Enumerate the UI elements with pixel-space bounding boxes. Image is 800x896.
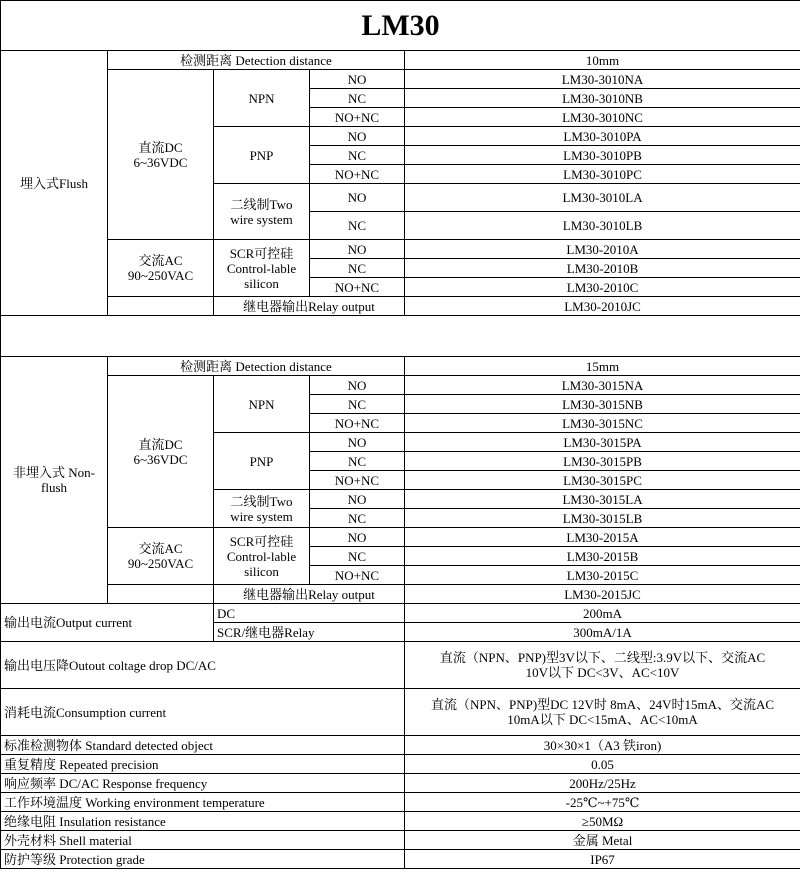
model-number: LM30-3010NB bbox=[405, 89, 800, 108]
spec-label: 标准检测物体 Standard detected object bbox=[1, 736, 405, 755]
consumption-label: 消耗电流Consumption current bbox=[1, 689, 405, 736]
model-number: LM30-3015PA bbox=[405, 433, 800, 452]
blank-cell bbox=[108, 585, 214, 604]
output-no: NO bbox=[310, 240, 405, 259]
output-nonc: NO+NC bbox=[310, 108, 405, 127]
output-no: NO bbox=[310, 184, 405, 212]
output-no: NO bbox=[310, 433, 405, 452]
output-nc: NC bbox=[310, 89, 405, 108]
model-number: LM30-2015C bbox=[405, 566, 800, 585]
model-number: LM30-3015NA bbox=[405, 376, 800, 395]
output-no: NO bbox=[310, 127, 405, 146]
voltage-drop-label: 输出电压降Outout coltage drop DC/AC bbox=[1, 642, 405, 689]
spec-value: 30×30×1（A3 铁iron) bbox=[405, 736, 800, 755]
consumption-value: 直流（NPN、PNP)型DC 12V时 8mA、24V时15mA、交流AC 10mA以下 DC<15mA、AC<10mA bbox=[405, 689, 800, 736]
detection-distance-label: 检测距离 Detection distance bbox=[108, 51, 405, 70]
model-number: LM30-3015NC bbox=[405, 414, 800, 433]
output-dc-value: 200mA bbox=[405, 604, 800, 623]
output-nc: NC bbox=[310, 259, 405, 278]
flush-ac-group: 交流AC 90~250VAC bbox=[108, 240, 214, 297]
spec-label: 工作环境温度 Working environment temperature bbox=[1, 793, 405, 812]
model-number: LM30-3010PB bbox=[405, 146, 800, 165]
model-number: LM30-3010PC bbox=[405, 165, 800, 184]
output-nonc: NO+NC bbox=[310, 414, 405, 433]
nonflush-two-wire-label: 二线制Two wire system bbox=[214, 490, 310, 528]
nonflush-mount-label: 非埋入式 Non- flush bbox=[1, 357, 108, 604]
model-number: LM30-2010B bbox=[405, 259, 800, 278]
nonflush-ac-group: 交流AC 90~250VAC bbox=[108, 528, 214, 585]
output-current-label: 输出电流Output current bbox=[1, 604, 214, 642]
detection-distance-label: 检测距离 Detection distance bbox=[108, 357, 405, 376]
model-number: LM30-3015NB bbox=[405, 395, 800, 414]
output-no: NO bbox=[310, 528, 405, 547]
nonflush-npn-label: NPN bbox=[214, 376, 310, 433]
output-nc: NC bbox=[310, 146, 405, 165]
spec-label: 重复精度 Repeated precision bbox=[1, 755, 405, 774]
flush-pnp-label: PNP bbox=[214, 127, 310, 184]
spec-value: 200Hz/25Hz bbox=[405, 774, 800, 793]
section-gap bbox=[1, 316, 800, 357]
spec-value: IP67 bbox=[405, 850, 800, 869]
spec-label: 外壳材料 Shell material bbox=[1, 831, 405, 850]
flush-dc-group: 直流DC 6~36VDC bbox=[108, 70, 214, 240]
model-number: LM30-3015LA bbox=[405, 490, 800, 509]
output-nc: NC bbox=[310, 212, 405, 240]
model-number: LM30-3015PC bbox=[405, 471, 800, 490]
flush-npn-label: NPN bbox=[214, 70, 310, 127]
nonflush-distance-value: 15mm bbox=[405, 357, 800, 376]
model-number: LM30-3010NA bbox=[405, 70, 800, 89]
nonflush-scr-label: SCR可控硅 Control-lable silicon bbox=[214, 528, 310, 585]
nonflush-dc-group: 直流DC 6~36VDC bbox=[108, 376, 214, 528]
voltage-drop-value: 直流（NPN、PNP)型3V以下、二线型:3.9V以下、交流AC 10V以下 DC<3V、AC<10V bbox=[405, 642, 800, 689]
model-number: LM30-3010PA bbox=[405, 127, 800, 146]
output-no: NO bbox=[310, 490, 405, 509]
spec-label: 响应频率 DC/AC Response frequency bbox=[1, 774, 405, 793]
spec-value: -25℃~+75℃ bbox=[405, 793, 800, 812]
flush-relay-label: 继电器输出Relay output bbox=[214, 297, 405, 316]
model-number: LM30-3015LB bbox=[405, 509, 800, 528]
model-number: LM30-2010A bbox=[405, 240, 800, 259]
model-number: LM30-2015B bbox=[405, 547, 800, 566]
flush-mount-label: 埋入式Flush bbox=[1, 51, 108, 316]
model-number: LM30-3010LA bbox=[405, 184, 800, 212]
spec-label: 绝缘电阻 Insulation resistance bbox=[1, 812, 405, 831]
output-nc: NC bbox=[310, 547, 405, 566]
spec-value: ≥50MΩ bbox=[405, 812, 800, 831]
model-number: LM30-3010NC bbox=[405, 108, 800, 127]
spec-value: 0.05 bbox=[405, 755, 800, 774]
nonflush-pnp-label: PNP bbox=[214, 433, 310, 490]
nonflush-relay-label: 继电器输出Relay output bbox=[214, 585, 405, 604]
output-nonc: NO+NC bbox=[310, 566, 405, 585]
model-number: LM30-2010C bbox=[405, 278, 800, 297]
output-no: NO bbox=[310, 70, 405, 89]
output-nc: NC bbox=[310, 452, 405, 471]
flush-two-wire-label: 二线制Two wire system bbox=[214, 184, 310, 240]
output-nonc: NO+NC bbox=[310, 165, 405, 184]
output-no: NO bbox=[310, 376, 405, 395]
output-nc: NC bbox=[310, 509, 405, 528]
model-number: LM30-2010JC bbox=[405, 297, 800, 316]
output-scr-label: SCR/继电器Relay bbox=[214, 623, 405, 642]
output-dc-label: DC bbox=[214, 604, 405, 623]
output-nonc: NO+NC bbox=[310, 278, 405, 297]
model-number: LM30-2015JC bbox=[405, 585, 800, 604]
output-scr-value: 300mA/1A bbox=[405, 623, 800, 642]
page-title: LM30 bbox=[1, 1, 800, 51]
model-number: LM30-3015PB bbox=[405, 452, 800, 471]
output-nc: NC bbox=[310, 395, 405, 414]
spec-label: 防护等级 Protection grade bbox=[1, 850, 405, 869]
spec-value: 金属 Metal bbox=[405, 831, 800, 850]
flush-distance-value: 10mm bbox=[405, 51, 800, 70]
flush-scr-label: SCR可控硅 Control-lable silicon bbox=[214, 240, 310, 297]
blank-cell bbox=[108, 297, 214, 316]
model-number: LM30-3010LB bbox=[405, 212, 800, 240]
output-nonc: NO+NC bbox=[310, 471, 405, 490]
model-number: LM30-2015A bbox=[405, 528, 800, 547]
